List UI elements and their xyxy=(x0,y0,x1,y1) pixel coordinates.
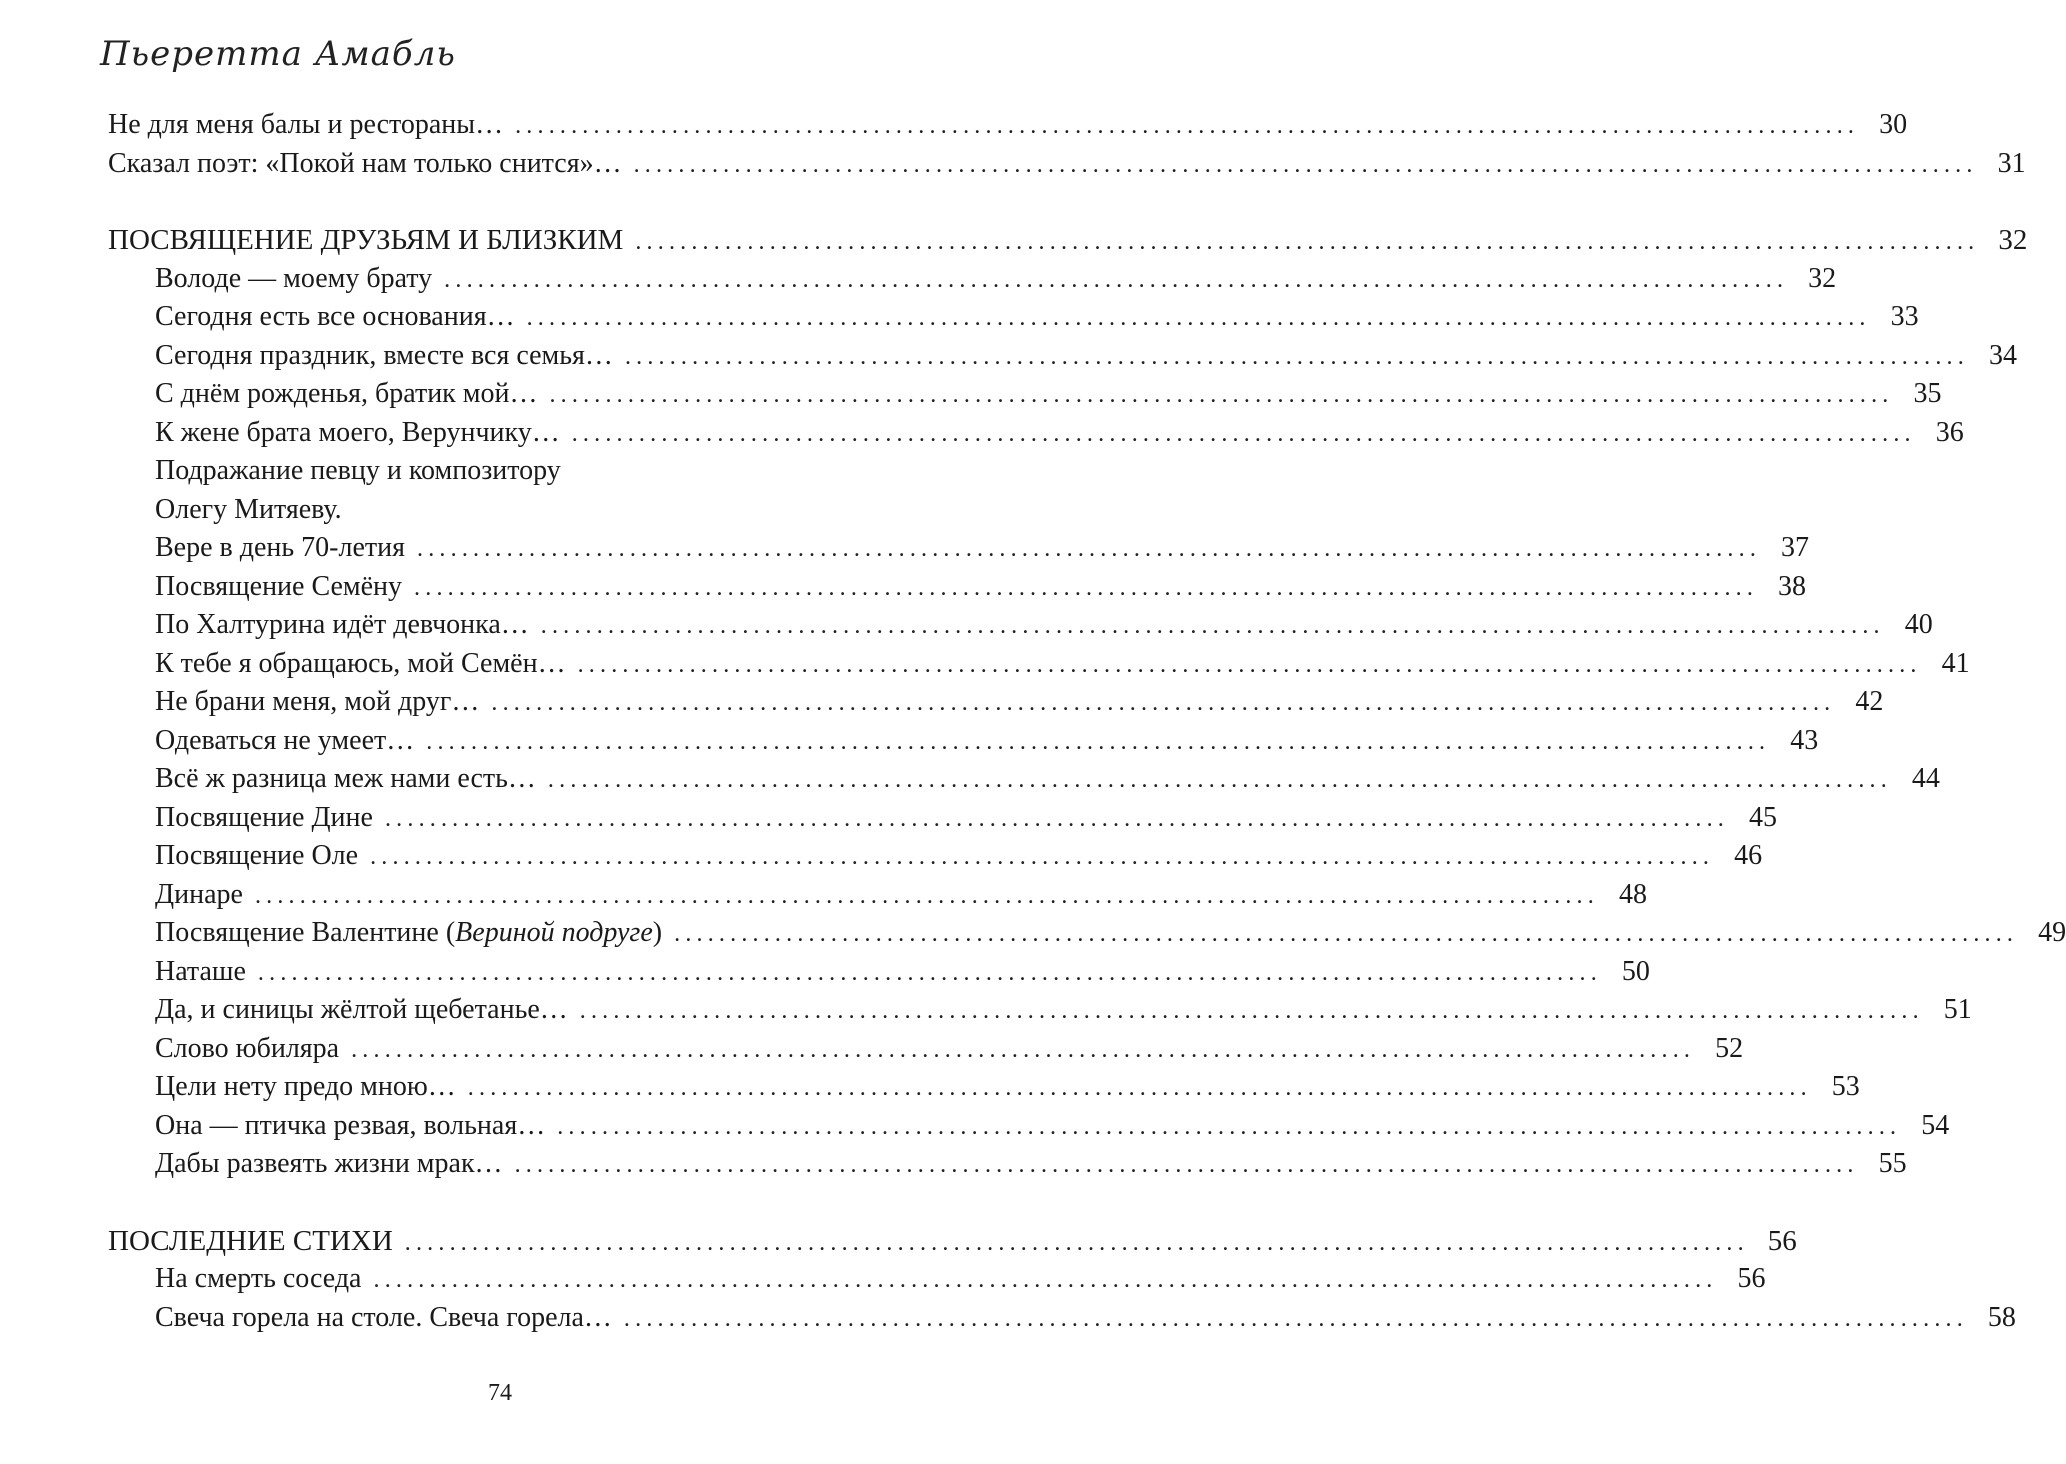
leader-dots: ........................................................................................................................ xyxy=(373,1267,1718,1293)
toc-entry-title: Посвящение Семёну xyxy=(155,570,403,602)
toc-entry-page: 50 xyxy=(1621,955,1650,987)
leader-dots: ........................................................................................................................ xyxy=(624,343,1969,370)
toc-entry-page: 56 xyxy=(1737,1263,1766,1294)
leader-dots: ........................................................................................................................ xyxy=(540,613,1885,639)
toc-entry-title: Посвящение Оле xyxy=(155,840,359,871)
toc-entry-multiline-part[interactable] xyxy=(108,491,878,530)
toc-entry-page: 58 xyxy=(1987,1301,2016,1333)
toc-section-heading[interactable] xyxy=(108,221,2028,260)
toc-entry[interactable] xyxy=(108,337,2017,376)
toc-entry-title: По Халтурина идёт девчонка… xyxy=(155,609,529,640)
leader-dots: ........................................................................................................................ xyxy=(384,805,1729,832)
toc-entry[interactable] xyxy=(108,953,1650,992)
section-title: ПОСЛЕДНИЕ СТИХИ xyxy=(108,1224,393,1257)
toc-entry-title: Свеча горела на столе. Свеча горела… xyxy=(155,1301,612,1333)
page-number: 74 xyxy=(488,1380,512,1406)
toc-entry[interactable] xyxy=(108,1299,2016,1338)
toc-entry-page: 34 xyxy=(1988,339,2017,371)
toc-entry[interactable] xyxy=(108,606,1933,645)
toc-entry-page: 48 xyxy=(1618,878,1647,910)
toc-entry-page: 40 xyxy=(1904,609,1933,640)
leader-dots: ........................................................................................................................ xyxy=(577,651,1922,678)
toc-entry-page: 53 xyxy=(1831,1071,1860,1102)
leader-dots: ........................................................................................................................ xyxy=(351,1036,1696,1063)
toc-entry-page: 38 xyxy=(1778,570,1807,602)
toc-entry[interactable] xyxy=(108,722,1819,761)
table-of-contents xyxy=(108,106,2066,1337)
toc-entry-page: 55 xyxy=(1878,1148,1907,1179)
toc-entry[interactable] xyxy=(108,991,1972,1030)
leader-dots: ........................................................................................................................ xyxy=(404,1229,1749,1256)
toc-section-heading[interactable] xyxy=(108,1222,1797,1261)
spacer xyxy=(108,183,878,221)
leader-dots: ........................................................................................................................ xyxy=(254,882,1599,909)
toc-entry[interactable] xyxy=(108,414,1964,453)
toc-entry[interactable] xyxy=(108,837,1763,876)
section-page: 56 xyxy=(1767,1224,1797,1257)
toc-entry-title: К тебе я обращаюсь, мой Семён… xyxy=(155,647,566,679)
toc-entry-title: К жене брата моего, Верунчику… xyxy=(155,416,560,448)
toc-entry-title: Не брани меня, мой друг… xyxy=(155,686,480,717)
leader-dots: ........................................................................................................................ xyxy=(417,536,1762,562)
toc-entry-title: Цели нету предо мною… xyxy=(155,1071,456,1102)
toc-entry-title: Динаре xyxy=(155,878,243,910)
toc-entry-title: Сегодня праздник, вместе вся семья… xyxy=(155,339,613,371)
toc-entry-title: Сказал поэт: «Покой нам только снится»… xyxy=(108,147,622,179)
toc-entry-page: 36 xyxy=(1935,416,1964,448)
toc-entry-title: Олегу Митяеву. xyxy=(155,493,342,525)
toc-entry-page: 30 xyxy=(1879,109,1908,140)
leader-dots: ........................................................................................................................ xyxy=(579,998,1924,1024)
toc-entry[interactable] xyxy=(108,1107,1950,1146)
leader-dots: ........................................................................................................................ xyxy=(444,266,1789,293)
leader-dots: ........................................................................................................................ xyxy=(633,151,1978,178)
toc-entry-title: Сегодня есть все основания… xyxy=(155,301,515,332)
leader-dots: ........................................................................................................................ xyxy=(514,1152,1859,1178)
toc-entry-title: Посвящение Дине xyxy=(155,801,373,833)
toc-entry-title: Не для меня балы и рестораны… xyxy=(108,109,504,140)
toc-entry[interactable] xyxy=(108,1145,1907,1184)
toc-entry-page: 46 xyxy=(1734,840,1763,871)
leader-dots: ........................................................................................................................ xyxy=(467,1075,1812,1101)
leader-dots: ........................................................................................................................ xyxy=(515,113,1860,139)
leader-dots: ........................................................................................................................ xyxy=(547,767,1892,793)
leader-dots: ........................................................................................................................ xyxy=(526,305,1871,331)
toc-entry-title: Всё ж разница меж нами есть… xyxy=(155,763,536,794)
toc-entry-title: Одеваться не умеет… xyxy=(155,724,415,756)
toc-entry[interactable] xyxy=(108,799,1777,838)
toc-entry-page: 32 xyxy=(1808,262,1837,294)
toc-entry[interactable] xyxy=(108,260,1837,299)
toc-entry-title: Она — птичка резвая, вольная… xyxy=(155,1109,546,1141)
toc-entry-page: 37 xyxy=(1781,532,1810,563)
toc-entry-page: 52 xyxy=(1715,1032,1744,1064)
toc-entry[interactable] xyxy=(108,375,1942,414)
toc-entry-title: Наташе xyxy=(155,955,246,987)
toc-entry-page: 54 xyxy=(1921,1109,1950,1141)
leader-dots: ........................................................................................................................ xyxy=(414,574,1759,601)
toc-entry-page: 49 xyxy=(2038,917,2066,948)
toc-entry-title-end: ) xyxy=(652,917,663,948)
toc-entry[interactable] xyxy=(108,145,2026,184)
leader-dots: ........................................................................................................................ xyxy=(571,420,1916,447)
toc-entry-page: 51 xyxy=(1943,994,1972,1025)
leader-dots: ........................................................................................................................ xyxy=(635,229,1980,255)
leader-dots: ........................................................................................................................ xyxy=(549,382,1894,408)
spacer xyxy=(108,1184,878,1222)
toc-entry-page: 33 xyxy=(1890,301,1919,332)
toc-entry-title: Подражание певцу и композитору xyxy=(155,455,561,486)
toc-entry-title: На смерть соседа xyxy=(155,1263,362,1294)
toc-entry-title: С днём рожденья, братик мой… xyxy=(155,378,538,409)
toc-entry[interactable] xyxy=(108,1030,1744,1069)
toc-entry[interactable] xyxy=(108,1068,1860,1107)
toc-entry[interactable] xyxy=(108,683,1884,722)
toc-entry-page: 43 xyxy=(1790,724,1819,756)
toc-entry[interactable] xyxy=(108,529,1810,568)
toc-entry-page: 44 xyxy=(1911,763,1940,794)
toc-entry-title: Слово юбиляра xyxy=(155,1032,340,1064)
toc-entry-page: 31 xyxy=(1997,147,2026,179)
toc-entry[interactable] xyxy=(108,1260,1766,1299)
toc-entry-title: Да, и синицы жёлтой щебетанье… xyxy=(155,994,568,1025)
toc-entry-page: 42 xyxy=(1855,686,1884,717)
toc-entry-page: 35 xyxy=(1913,378,1942,409)
toc-entry-title: Дабы развеять жизни мрак… xyxy=(155,1148,503,1179)
toc-entry-page: 41 xyxy=(1941,647,1970,679)
toc-entry-multiline-part[interactable] xyxy=(108,452,878,491)
toc-entry-title-italic: Вериной подруге xyxy=(455,917,653,948)
author-signature: Пьеретта Амабль xyxy=(100,34,456,74)
toc-entry-title-main: Посвящение Валентине ( xyxy=(155,917,456,948)
toc-entry[interactable] xyxy=(108,876,1647,915)
leader-dots: ........................................................................................................................ xyxy=(370,844,1715,870)
toc-entry-title: Вере в день 70-летия xyxy=(155,532,406,563)
toc-entry[interactable] xyxy=(108,760,1940,799)
toc-entry[interactable] xyxy=(108,568,1807,607)
leader-dots: ........................................................................................................................ xyxy=(674,921,2019,947)
leader-dots: ........................................................................................................................ xyxy=(491,690,1836,716)
toc-entry-title xyxy=(155,914,662,953)
leader-dots: ........................................................................................................................ xyxy=(623,1305,1968,1332)
toc-entry[interactable] xyxy=(108,106,1908,145)
leader-dots: ........................................................................................................................ xyxy=(257,959,1602,986)
section-page: 32 xyxy=(1998,224,2028,256)
leader-dots: ........................................................................................................................ xyxy=(426,728,1771,755)
toc-entry[interactable] xyxy=(108,645,1970,684)
toc-entry[interactable] xyxy=(108,914,2066,953)
toc-entry-title: Володе — моему брату xyxy=(155,262,433,294)
toc-entry[interactable] xyxy=(108,298,1919,337)
section-title: ПОСВЯЩЕНИЕ ДРУЗЬЯМ И БЛИЗКИМ xyxy=(108,224,624,256)
toc-entry-page: 45 xyxy=(1748,801,1777,833)
leader-dots: ........................................................................................................................ xyxy=(557,1113,1902,1140)
